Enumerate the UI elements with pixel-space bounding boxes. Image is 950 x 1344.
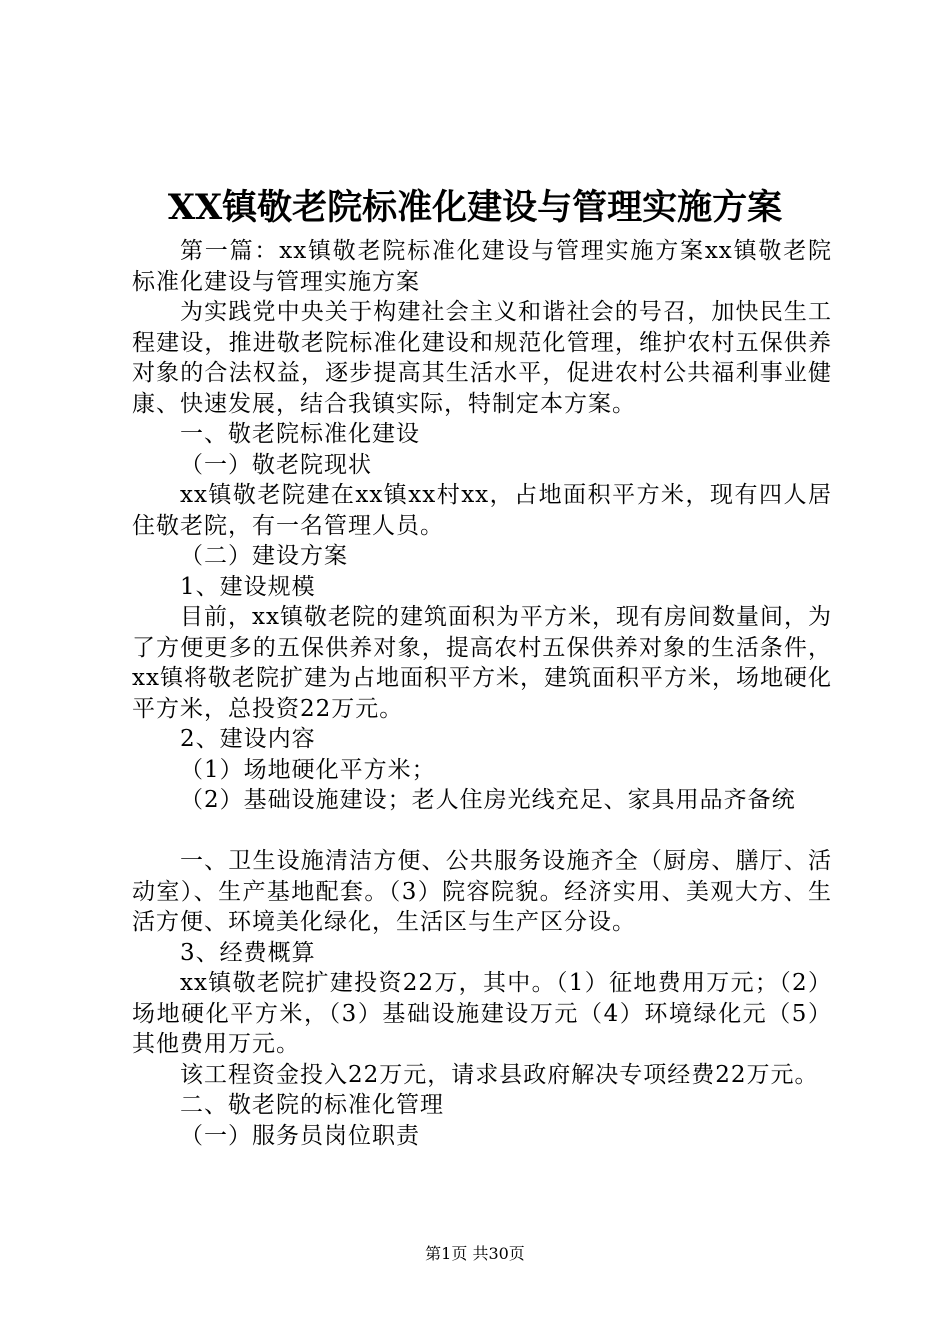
section-heading: 二、敬老院的标准化管理 — [180, 1092, 444, 1118]
paragraph: 第一篇：xx镇敬老院标准化建设与管理实施方案xx镇敬老院标准化建设与管理实施方案 — [132, 238, 832, 295]
list-item: （1）场地硬化平方米； — [180, 756, 436, 783]
subsection-heading: （一）服务员岗位职责 — [180, 1122, 420, 1149]
item-heading: 2、建设内容 — [180, 726, 316, 752]
list-item: （2）基础设施建设；老人住房光线充足、家具用品齐备统 — [180, 787, 796, 813]
subsection-heading: （一）敬老院现状 — [180, 451, 372, 478]
paragraph: 一、卫生设施清洁方便、公共服务设施齐全（厨房、膳厅、活动室）、生产基地配套。（3）院容院貌。经济实用、美观大方、生活方便、环境美化绿化，生活区与生产区分设。 — [132, 848, 832, 935]
item-heading: 1、建设规模 — [180, 573, 316, 600]
document-body — [132, 236, 832, 1151]
paragraph: xx镇敬老院建在xx镇xx村xx，占地面积平方米，现有四人居住敬老院，有一名管理人员。 — [132, 482, 832, 539]
paragraph: 目前，xx镇敬老院的建筑面积为平方米，现有房间数量间，为了方便更多的五保供养对象，提高农村五保供养对象的生活条件，xx镇将敬老院扩建为占地面积平方米，建筑面积平方米，场地硬化平方米，总投资22万元。 — [132, 604, 832, 722]
paragraph: 该工程资金投入22万元，请求县政府解决专项经费22万元。 — [180, 1061, 819, 1088]
item-heading: 3、经费概算 — [180, 939, 316, 966]
subsection-heading: （二）建设方案 — [180, 543, 348, 569]
document-title: XX镇敬老院标准化建设与管理实施方案 — [167, 187, 783, 228]
paragraph: 为实践党中央关于构建社会主义和谐社会的号召，加快民生工程建设，推进敬老院标准化建设和规范化管理，维护农村五保供养对象的合法权益，逐步提高其生活水平，促进农村公共福利事业健康、快速发展，结合我镇实际，特制定本方案。 — [132, 299, 832, 417]
page-number-footer: 第1页 共30页 — [425, 1244, 525, 1263]
blank-line — [132, 816, 832, 847]
paragraph: xx镇敬老院扩建投资22万，其中。（1）征地费用万元；（2）场地硬化平方米，（3）基础设施建设万元（4）环境绿化元（5）其他费用万元。 — [132, 970, 832, 1057]
section-heading: 一、敬老院标准化建设 — [180, 421, 420, 447]
